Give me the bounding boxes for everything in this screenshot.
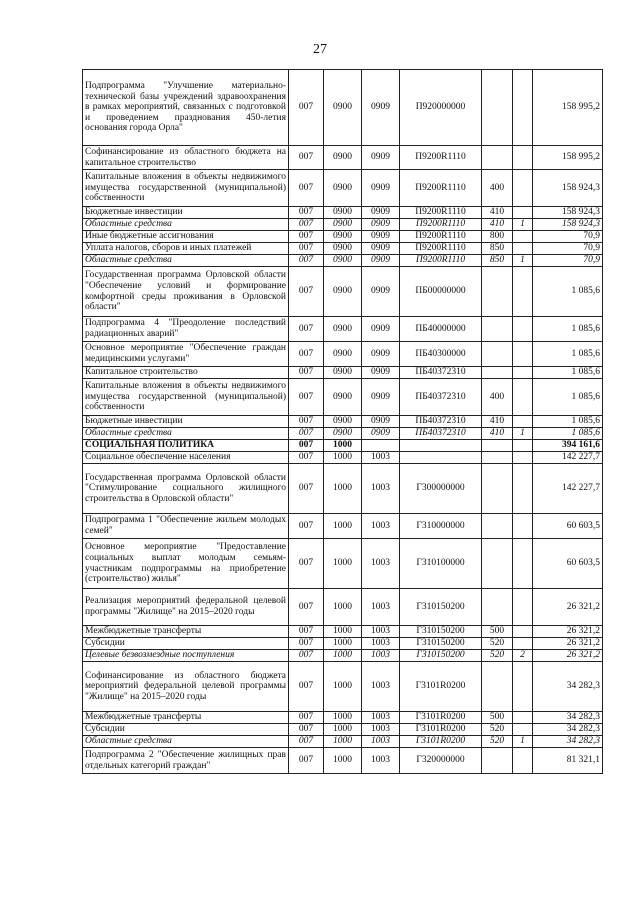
funding-source-code-cell — [513, 367, 533, 379]
department-code-cell: 007 — [289, 317, 324, 342]
subsection-code-cell: 0909 — [362, 243, 400, 255]
table-row — [83, 231, 603, 243]
item-name-cell: Подпрограмма 2 "Обеспечение жилищных прав отдельных категорий граждан" — [83, 748, 289, 774]
department-code-cell: 007 — [289, 267, 324, 317]
table-row — [83, 440, 603, 452]
target-article-code-cell — [400, 440, 482, 452]
target-article-code-cell: П9200R1110 — [400, 255, 482, 267]
expense-type-code-cell: 520 — [482, 638, 513, 650]
amount-cell: 34 282,3 — [533, 736, 603, 748]
section-code-cell: 0900 — [324, 267, 362, 317]
funding-source-code-cell — [513, 638, 533, 650]
amount-cell: 1 085,6 — [533, 416, 603, 428]
item-name-cell: Государственная программа Орловской области "Стимулирование социального жилищного строительства в Орловской области" — [83, 464, 289, 514]
subsection-code-cell: 1003 — [362, 539, 400, 589]
item-name-cell: Подпрограмма 1 "Обеспечение жильем молодых семей" — [83, 514, 289, 539]
department-code-cell: 007 — [289, 650, 324, 662]
target-article-code-cell: ПБ40372310 — [400, 379, 482, 416]
funding-source-code-cell — [513, 243, 533, 255]
item-name-cell: Уплата налогов, сборов и иных платежей — [83, 243, 289, 255]
department-code-cell: 007 — [289, 464, 324, 514]
subsection-code-cell: 0909 — [362, 207, 400, 219]
item-name-cell: Государственная программа Орловской области "Обеспечение условий и формирование комфортной среды проживания в Орловской области" — [83, 267, 289, 317]
department-code-cell: 007 — [289, 255, 324, 267]
department-code-cell: 007 — [289, 342, 324, 367]
amount-cell: 1 085,6 — [533, 267, 603, 317]
table-row — [83, 207, 603, 219]
section-code-cell: 0900 — [324, 428, 362, 440]
subsection-code-cell: 0909 — [362, 267, 400, 317]
target-article-code-cell: Г310150200 — [400, 650, 482, 662]
section-code-cell: 1000 — [324, 662, 362, 712]
target-article-code-cell: ПБ40000000 — [400, 317, 482, 342]
table-row — [83, 712, 603, 724]
department-code-cell: 007 — [289, 70, 324, 146]
amount-cell: 1 085,6 — [533, 317, 603, 342]
amount-cell: 142 227,7 — [533, 452, 603, 464]
amount-cell: 158 995,2 — [533, 70, 603, 146]
subsection-code-cell: 0909 — [362, 219, 400, 231]
target-article-code-cell: Г310000000 — [400, 514, 482, 539]
target-article-code-cell: Г310150200 — [400, 638, 482, 650]
table-row — [83, 428, 603, 440]
target-article-code-cell: Г3101R0200 — [400, 712, 482, 724]
expense-type-code-cell: 410 — [482, 219, 513, 231]
table-row — [83, 317, 603, 342]
amount-cell: 26 321,2 — [533, 650, 603, 662]
table-row — [83, 70, 603, 146]
amount-cell: 34 282,3 — [533, 712, 603, 724]
subsection-code-cell: 1003 — [362, 589, 400, 626]
table-row — [83, 379, 603, 416]
department-code-cell: 007 — [289, 207, 324, 219]
section-code-cell: 1000 — [324, 638, 362, 650]
target-article-code-cell: Г310100000 — [400, 539, 482, 589]
amount-cell: 1 085,6 — [533, 367, 603, 379]
amount-cell: 1 085,6 — [533, 342, 603, 367]
budget-table-body — [83, 70, 603, 774]
subsection-code-cell: 0909 — [362, 428, 400, 440]
amount-cell: 34 282,3 — [533, 662, 603, 712]
table-row — [83, 452, 603, 464]
item-name-cell: Субсидии — [83, 638, 289, 650]
table-row — [83, 650, 603, 662]
funding-source-code-cell — [513, 342, 533, 367]
subsection-code-cell: 1003 — [362, 662, 400, 712]
item-name-cell: Капитальное строительство — [83, 367, 289, 379]
expense-type-code-cell: 850 — [482, 255, 513, 267]
target-article-code-cell: П9200R1110 — [400, 219, 482, 231]
department-code-cell: 007 — [289, 440, 324, 452]
amount-cell: 142 227,7 — [533, 464, 603, 514]
expense-type-code-cell — [482, 440, 513, 452]
budget-table — [82, 69, 603, 774]
funding-source-code-cell — [513, 231, 533, 243]
subsection-code-cell: 1003 — [362, 464, 400, 514]
department-code-cell: 007 — [289, 638, 324, 650]
item-name-cell: Областные средства — [83, 219, 289, 231]
department-code-cell: 007 — [289, 428, 324, 440]
target-article-code-cell: ПБ40372310 — [400, 416, 482, 428]
table-row — [83, 724, 603, 736]
funding-source-code-cell — [513, 626, 533, 638]
section-code-cell: 0900 — [324, 70, 362, 146]
table-row — [83, 539, 603, 589]
table-row — [83, 170, 603, 207]
section-code-cell: 0900 — [324, 146, 362, 170]
amount-cell: 26 321,2 — [533, 626, 603, 638]
item-name-cell: Софинансирование из областного бюджета на капитальное строительство — [83, 146, 289, 170]
table-row — [83, 255, 603, 267]
item-name-cell: Областные средства — [83, 736, 289, 748]
section-code-cell: 0900 — [324, 367, 362, 379]
department-code-cell: 007 — [289, 662, 324, 712]
funding-source-code-cell: 2 — [513, 650, 533, 662]
expense-type-code-cell — [482, 662, 513, 712]
subsection-code-cell: 0909 — [362, 379, 400, 416]
section-code-cell: 1000 — [324, 464, 362, 514]
subsection-code-cell: 1003 — [362, 748, 400, 774]
section-code-cell: 0900 — [324, 170, 362, 207]
funding-source-code-cell: 1 — [513, 736, 533, 748]
department-code-cell: 007 — [289, 170, 324, 207]
section-code-cell: 1000 — [324, 712, 362, 724]
item-name-cell: Подпрограмма "Улучшение материально-технической базы учреждений здравоохранения в рамках мероприятий, связанных с подготовкой и проведением празднования 450-летия основания города Орла" — [83, 70, 289, 146]
expense-type-code-cell — [482, 146, 513, 170]
table-row — [83, 342, 603, 367]
subsection-code-cell: 0909 — [362, 367, 400, 379]
amount-cell: 158 995,2 — [533, 146, 603, 170]
subsection-code-cell: 0909 — [362, 317, 400, 342]
amount-cell: 26 321,2 — [533, 589, 603, 626]
target-article-code-cell: ПБ40300000 — [400, 342, 482, 367]
amount-cell: 1 085,6 — [533, 428, 603, 440]
section-code-cell: 1000 — [324, 514, 362, 539]
department-code-cell: 007 — [289, 712, 324, 724]
funding-source-code-cell — [513, 452, 533, 464]
amount-cell: 158 924,3 — [533, 207, 603, 219]
section-code-cell: 0900 — [324, 219, 362, 231]
target-article-code-cell: ПБ40372310 — [400, 428, 482, 440]
target-article-code-cell: ПБ40372310 — [400, 367, 482, 379]
department-code-cell: 007 — [289, 724, 324, 736]
table-row — [83, 219, 603, 231]
target-article-code-cell: П9200R1110 — [400, 146, 482, 170]
section-code-cell: 0900 — [324, 207, 362, 219]
funding-source-code-cell — [513, 379, 533, 416]
funding-source-code-cell — [513, 416, 533, 428]
funding-source-code-cell — [513, 267, 533, 317]
target-article-code-cell: Г310150200 — [400, 589, 482, 626]
amount-cell: 60 603,5 — [533, 539, 603, 589]
target-article-code-cell: П9200R1110 — [400, 231, 482, 243]
table-row — [83, 589, 603, 626]
target-article-code-cell: П920000000 — [400, 70, 482, 146]
funding-source-code-cell — [513, 70, 533, 146]
subsection-code-cell: 1003 — [362, 638, 400, 650]
department-code-cell: 007 — [289, 219, 324, 231]
section-code-cell: 0900 — [324, 342, 362, 367]
section-code-cell: 0900 — [324, 255, 362, 267]
section-code-cell: 1000 — [324, 724, 362, 736]
target-article-code-cell: Г300000000 — [400, 464, 482, 514]
item-name-cell: Основное мероприятие "Обеспечение граждан медицинскими услугами" — [83, 342, 289, 367]
department-code-cell: 007 — [289, 367, 324, 379]
section-code-cell: 0900 — [324, 243, 362, 255]
amount-cell: 158 924,3 — [533, 219, 603, 231]
table-row — [83, 464, 603, 514]
expense-type-code-cell: 500 — [482, 626, 513, 638]
funding-source-code-cell — [513, 712, 533, 724]
section-code-cell: 1000 — [324, 452, 362, 464]
subsection-code-cell: 1003 — [362, 650, 400, 662]
funding-source-code-cell — [513, 464, 533, 514]
page-number: 27 — [313, 42, 327, 57]
target-article-code-cell: Г320000000 — [400, 748, 482, 774]
funding-source-code-cell: 1 — [513, 255, 533, 267]
expense-type-code-cell — [482, 589, 513, 626]
amount-cell: 60 603,5 — [533, 514, 603, 539]
amount-cell: 34 282,3 — [533, 724, 603, 736]
target-article-code-cell: Г3101R0200 — [400, 662, 482, 712]
amount-cell: 70,9 — [533, 231, 603, 243]
item-name-cell: Целевые безвозмездные поступления — [83, 650, 289, 662]
funding-source-code-cell — [513, 539, 533, 589]
section-code-cell: 0900 — [324, 379, 362, 416]
item-name-cell: СОЦИАЛЬНАЯ ПОЛИТИКА — [83, 440, 289, 452]
expense-type-code-cell — [482, 452, 513, 464]
department-code-cell: 007 — [289, 379, 324, 416]
expense-type-code-cell: 400 — [482, 379, 513, 416]
expense-type-code-cell: 520 — [482, 736, 513, 748]
section-code-cell: 1000 — [324, 650, 362, 662]
department-code-cell: 007 — [289, 626, 324, 638]
subsection-code-cell: 1003 — [362, 712, 400, 724]
item-name-cell: Бюджетные инвестиции — [83, 416, 289, 428]
subsection-code-cell: 0909 — [362, 170, 400, 207]
target-article-code-cell: Г3101R0200 — [400, 736, 482, 748]
expense-type-code-cell — [482, 748, 513, 774]
table-row — [83, 243, 603, 255]
section-code-cell: 0900 — [324, 416, 362, 428]
amount-cell: 81 321,1 — [533, 748, 603, 774]
funding-source-code-cell — [513, 146, 533, 170]
expense-type-code-cell — [482, 464, 513, 514]
item-name-cell: Софинансирование из областного бюджета мероприятий федеральной целевой программы "Жилище" на 2015–2020 годы — [83, 662, 289, 712]
department-code-cell: 007 — [289, 736, 324, 748]
section-code-cell: 1000 — [324, 736, 362, 748]
subsection-code-cell: 1003 — [362, 626, 400, 638]
amount-cell: 70,9 — [533, 255, 603, 267]
funding-source-code-cell — [513, 207, 533, 219]
table-row — [83, 626, 603, 638]
subsection-code-cell: 0909 — [362, 342, 400, 367]
expense-type-code-cell — [482, 70, 513, 146]
expense-type-code-cell: 410 — [482, 207, 513, 219]
expense-type-code-cell — [482, 367, 513, 379]
funding-source-code-cell — [513, 514, 533, 539]
section-code-cell: 1000 — [324, 539, 362, 589]
target-article-code-cell: П9200R1110 — [400, 170, 482, 207]
expense-type-code-cell: 410 — [482, 416, 513, 428]
amount-cell: 394 161,6 — [533, 440, 603, 452]
item-name-cell: Областные средства — [83, 428, 289, 440]
expense-type-code-cell — [482, 267, 513, 317]
funding-source-code-cell — [513, 589, 533, 626]
funding-source-code-cell — [513, 440, 533, 452]
department-code-cell: 007 — [289, 452, 324, 464]
department-code-cell: 007 — [289, 748, 324, 774]
subsection-code-cell: 0909 — [362, 70, 400, 146]
funding-source-code-cell — [513, 748, 533, 774]
item-name-cell: Субсидии — [83, 724, 289, 736]
table-row — [83, 736, 603, 748]
expense-type-code-cell: 520 — [482, 650, 513, 662]
funding-source-code-cell: 1 — [513, 428, 533, 440]
item-name-cell: Реализация мероприятий федеральной целевой программы "Жилище" на 2015–2020 годы — [83, 589, 289, 626]
expense-type-code-cell: 850 — [482, 243, 513, 255]
department-code-cell: 007 — [289, 243, 324, 255]
table-row — [83, 662, 603, 712]
department-code-cell: 007 — [289, 416, 324, 428]
target-article-code-cell: Г310150200 — [400, 626, 482, 638]
item-name-cell: Социальное обеспечение населения — [83, 452, 289, 464]
table-row — [83, 638, 603, 650]
table-row — [83, 514, 603, 539]
expense-type-code-cell — [482, 342, 513, 367]
table-row — [83, 267, 603, 317]
subsection-code-cell: 0909 — [362, 231, 400, 243]
target-article-code-cell: П9200R1110 — [400, 243, 482, 255]
funding-source-code-cell — [513, 317, 533, 342]
subsection-code-cell: 0909 — [362, 416, 400, 428]
target-article-code-cell: Г3101R0200 — [400, 724, 482, 736]
item-name-cell: Капитальные вложения в объекты недвижимого имущества государственной (муниципальной) собственности — [83, 170, 289, 207]
subsection-code-cell — [362, 440, 400, 452]
item-name-cell: Основное мероприятие "Предоставление социальных выплат молодым семьям-участникам подпрограммы на приобретение (строительство) жилья" — [83, 539, 289, 589]
section-code-cell: 1000 — [324, 440, 362, 452]
funding-source-code-cell — [513, 170, 533, 207]
expense-type-code-cell — [482, 317, 513, 342]
item-name-cell: Подпрограмма 4 "Преодоление последствий радиационных аварий" — [83, 317, 289, 342]
subsection-code-cell: 1003 — [362, 736, 400, 748]
section-code-cell: 1000 — [324, 626, 362, 638]
subsection-code-cell: 1003 — [362, 724, 400, 736]
target-article-code-cell: П9200R1110 — [400, 207, 482, 219]
expense-type-code-cell: 800 — [482, 231, 513, 243]
item-name-cell: Капитальные вложения в объекты недвижимого имущества государственной (муниципальной) собственности — [83, 379, 289, 416]
expense-type-code-cell: 520 — [482, 724, 513, 736]
department-code-cell: 007 — [289, 539, 324, 589]
expense-type-code-cell: 400 — [482, 170, 513, 207]
item-name-cell: Областные средства — [83, 255, 289, 267]
table-row — [83, 367, 603, 379]
item-name-cell: Межбюджетные трансферты — [83, 712, 289, 724]
amount-cell: 158 924,3 — [533, 170, 603, 207]
item-name-cell: Бюджетные инвестиции — [83, 207, 289, 219]
expense-type-code-cell — [482, 514, 513, 539]
section-code-cell: 1000 — [324, 589, 362, 626]
subsection-code-cell: 0909 — [362, 146, 400, 170]
table-row — [83, 146, 603, 170]
item-name-cell: Межбюджетные трансферты — [83, 626, 289, 638]
funding-source-code-cell — [513, 662, 533, 712]
expense-type-code-cell: 410 — [482, 428, 513, 440]
expense-type-code-cell — [482, 539, 513, 589]
table-row — [83, 748, 603, 774]
department-code-cell: 007 — [289, 589, 324, 626]
target-article-code-cell: ПБ00000000 — [400, 267, 482, 317]
section-code-cell: 0900 — [324, 231, 362, 243]
department-code-cell: 007 — [289, 514, 324, 539]
department-code-cell: 007 — [289, 231, 324, 243]
funding-source-code-cell — [513, 724, 533, 736]
expense-type-code-cell: 500 — [482, 712, 513, 724]
subsection-code-cell: 1003 — [362, 452, 400, 464]
table-row — [83, 416, 603, 428]
item-name-cell: Иные бюджетные ассигнования — [83, 231, 289, 243]
section-code-cell: 1000 — [324, 748, 362, 774]
target-article-code-cell — [400, 452, 482, 464]
funding-source-code-cell: 1 — [513, 219, 533, 231]
amount-cell: 26 321,2 — [533, 638, 603, 650]
section-code-cell: 0900 — [324, 317, 362, 342]
amount-cell: 70,9 — [533, 243, 603, 255]
subsection-code-cell: 1003 — [362, 514, 400, 539]
subsection-code-cell: 0909 — [362, 255, 400, 267]
department-code-cell: 007 — [289, 146, 324, 170]
amount-cell: 1 085,6 — [533, 379, 603, 416]
